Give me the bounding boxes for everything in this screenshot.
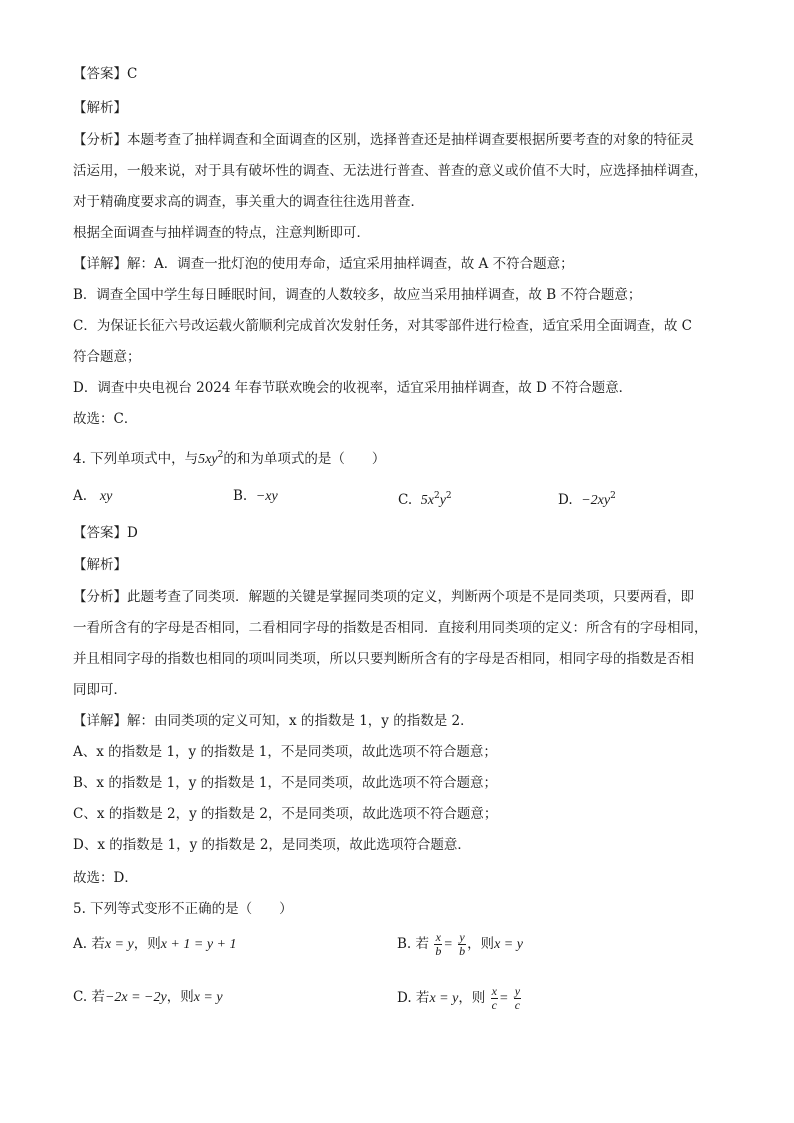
q3-fenxi-line-3: 对于精确度要求高的调查，事关重大的调查往往选用普查． (73, 194, 424, 210)
q4-analysis-label: 【解析】 (73, 557, 127, 573)
fraction-y-over-b: $\frac{y}{b}$ (459, 930, 466, 958)
q4-detail-b: B、x 的指数是 1，y 的指数是 1，不是同类项，故此选项不符合题意； (73, 775, 498, 791)
q4-stem: 4. 下列单项式中，与$5xy^2$的和为单项式的是（ ） (73, 450, 386, 467)
q4-detail-a: A、x 的指数是 1，y 的指数是 1，不是同类项，故此选项不符合题意； (73, 744, 497, 760)
q4-detail-d: D、x 的指数是 1，y 的指数是 2，是同类项，故此选项符合题意． (73, 837, 471, 853)
q3-fenxi-line-2: 活运用，一般来说，对于具有破坏性的调查、无法进行普查、普查的意义或价值不大时，应选择抽样调查， (73, 163, 708, 179)
q4-option-b: B. −xy (233, 488, 278, 504)
q5-option-a: A. 若x = y，则x + 1 = y + 1 (73, 936, 237, 952)
q5-option-b: B. 若 $\frac{x}{b}$ = $\frac{y}{b}$ ，则x = y (397, 930, 523, 958)
q3-detail-c-line-2: 符合题意； (73, 349, 141, 365)
q3-detail-b: B．调查全国中学生每日睡眠时间，调查的人数较多，故应当采用抽样调查，故 B 不符合题意； (73, 287, 642, 303)
fraction-y-over-c: $\frac{y}{c}$ (514, 984, 521, 1012)
q3-detail-c-line-1: C．为保证长征六号改运载火箭顺利完成首次发射任务，对其零部件进行检查，适宜采用全面调查，故 C (73, 318, 692, 334)
q5-option-d: D. 若x = y，则 $\frac{x}{c}$ = $\frac{y}{c}$ (397, 984, 521, 1012)
fraction-x-over-b: $\frac{x}{b}$ (435, 930, 442, 958)
q3-fenxi-line-1: 【分析】本题考查了抽样调查和全面调查的区别，选择普查还是抽样调查要根据所要考查的对象的特征灵 (73, 132, 694, 148)
q5-option-c: C. 若−2x = −2y，则x = y (73, 989, 223, 1005)
q4-choose: 故选：D． (73, 870, 138, 886)
q4-option-d: D. $-2xy^2$ (558, 491, 616, 508)
q4-fenxi-line-4: 同即可． (73, 682, 127, 698)
q4-detail-c: C、x 的指数是 2，y 的指数是 2，不是同类项，故此选项不符合题意； (73, 806, 498, 822)
q3-fenxi-line-4: 根据全面调查与抽样调查的特点，注意判断即可． (73, 225, 370, 241)
q4-detail-intro: 【详解】解：由同类项的定义可知，x 的指数是 1，y 的指数是 2． (73, 713, 474, 729)
q4-answer: 【答案】D (73, 525, 138, 541)
q3-answer: 【答案】C (73, 66, 138, 82)
q4-fenxi-line-2: 一看所含有的字母是否相同，二看相同字母的指数是否相同．直接利用同类项的定义：所含有的字母相同， (73, 620, 708, 636)
fraction-x-over-c: $\frac{x}{c}$ (491, 984, 497, 1012)
q4-fenxi-line-1: 【分析】此题考查了同类项．解题的关键是掌握同类项的定义，判断两个项是不是同类项，只要两看，即 (73, 589, 694, 605)
q3-choose: 故选：C． (73, 411, 138, 427)
q3-detail-d: D．调查中央电视台 2024 年春节联欢晚会的收视率，适宜采用抽样调查，故 D 不符合题意． (73, 380, 633, 396)
q4-option-c: C. $5x^2y^2$ (398, 491, 452, 508)
q3-analysis-label: 【解析】 (73, 100, 127, 116)
q4-fenxi-line-3: 并且相同字母的指数也相同的项叫同类项，所以只要判断所含有的字母是否相同，相同字母的指数是否相 (73, 651, 694, 667)
q3-detail-a: 【详解】解：A．调查一批灯泡的使用寿命，适宜采用抽样调查，故 A 不符合题意； (73, 256, 574, 272)
q4-option-a: A. xy (73, 488, 113, 504)
q5-stem: 5. 下列等式变形不正确的是（ ） (73, 901, 293, 917)
